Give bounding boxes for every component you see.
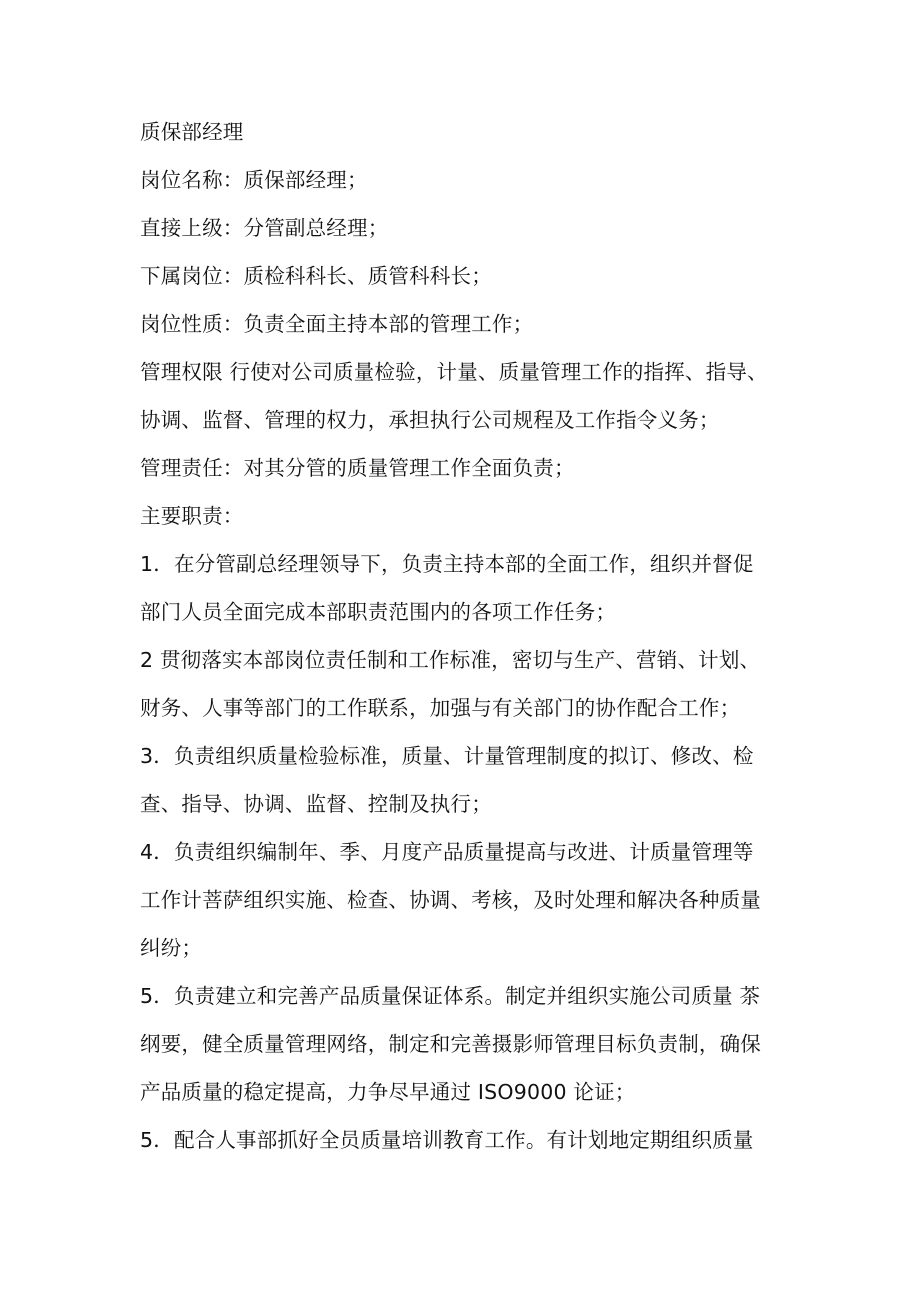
text-line: 查、指导、协调、监督、控制及执行； (140, 792, 492, 816)
text-line: 5．负责建立和完善产品质量保证体系。制定并组织实施公司质量 茶 (140, 984, 761, 1008)
text-line: 岗位性质：负责全面主持本部的管理工作； (140, 312, 534, 336)
text-line: 财务、人事等部门的工作联系，加强与有关部门的协作配合工作； (140, 696, 741, 720)
text-line: 管理责任：对其分管的质量管理工作全面负责； (140, 456, 575, 480)
section-heading: 主要职责： (140, 504, 244, 528)
text-line: 协调、监督、管理的权力，承担执行公司规程及工作指令义务； (140, 408, 720, 432)
text-line: 管理权限 行使对公司质量检验，计量、质量管理工作的指挥、指导、 (140, 360, 768, 384)
text-line: 2 贯彻落实本部岗位责任制和工作标准，密切与生产、营销、计划、 (140, 648, 761, 672)
text-line: 1．在分管副总经理领导下，负责主持本部的全面工作，组织并督促 (140, 552, 754, 576)
text-line: 产品质量的稳定提高，力争尽早通过 ISO9000 论证； (140, 1080, 636, 1104)
document-title: 质保部经理 (140, 120, 244, 144)
text-line: 直接上级：分管副总经理； (140, 216, 389, 240)
text-line: 工作计菩萨组织实施、检查、协调、考核，及时处理和解决各种质量 (140, 888, 761, 912)
document-body (140, 108, 790, 1164)
text-line: 岗位名称：质保部经理； (140, 168, 368, 192)
text-line: 4．负责组织编制年、季、月度产品质量提高与改进、计质量管理等 (140, 840, 754, 864)
text-line: 5．配合人事部抓好全员质量培训教育工作。有计划地定期组织质量 (140, 1128, 754, 1152)
text-line: 部门人员全面完成本部职责范围内的各项工作任务； (140, 600, 617, 624)
text-line: 纠纷； (140, 936, 203, 960)
text-line: 下属岗位：质检科科长、质管科科长； (140, 264, 492, 288)
text-line: 纲要，健全质量管理网络，制定和完善摄影师管理目标负责制，确保 (140, 1032, 761, 1056)
text-line: 3．负责组织质量检验标准，质量、计量管理制度的拟订、修改、检 (140, 744, 754, 768)
